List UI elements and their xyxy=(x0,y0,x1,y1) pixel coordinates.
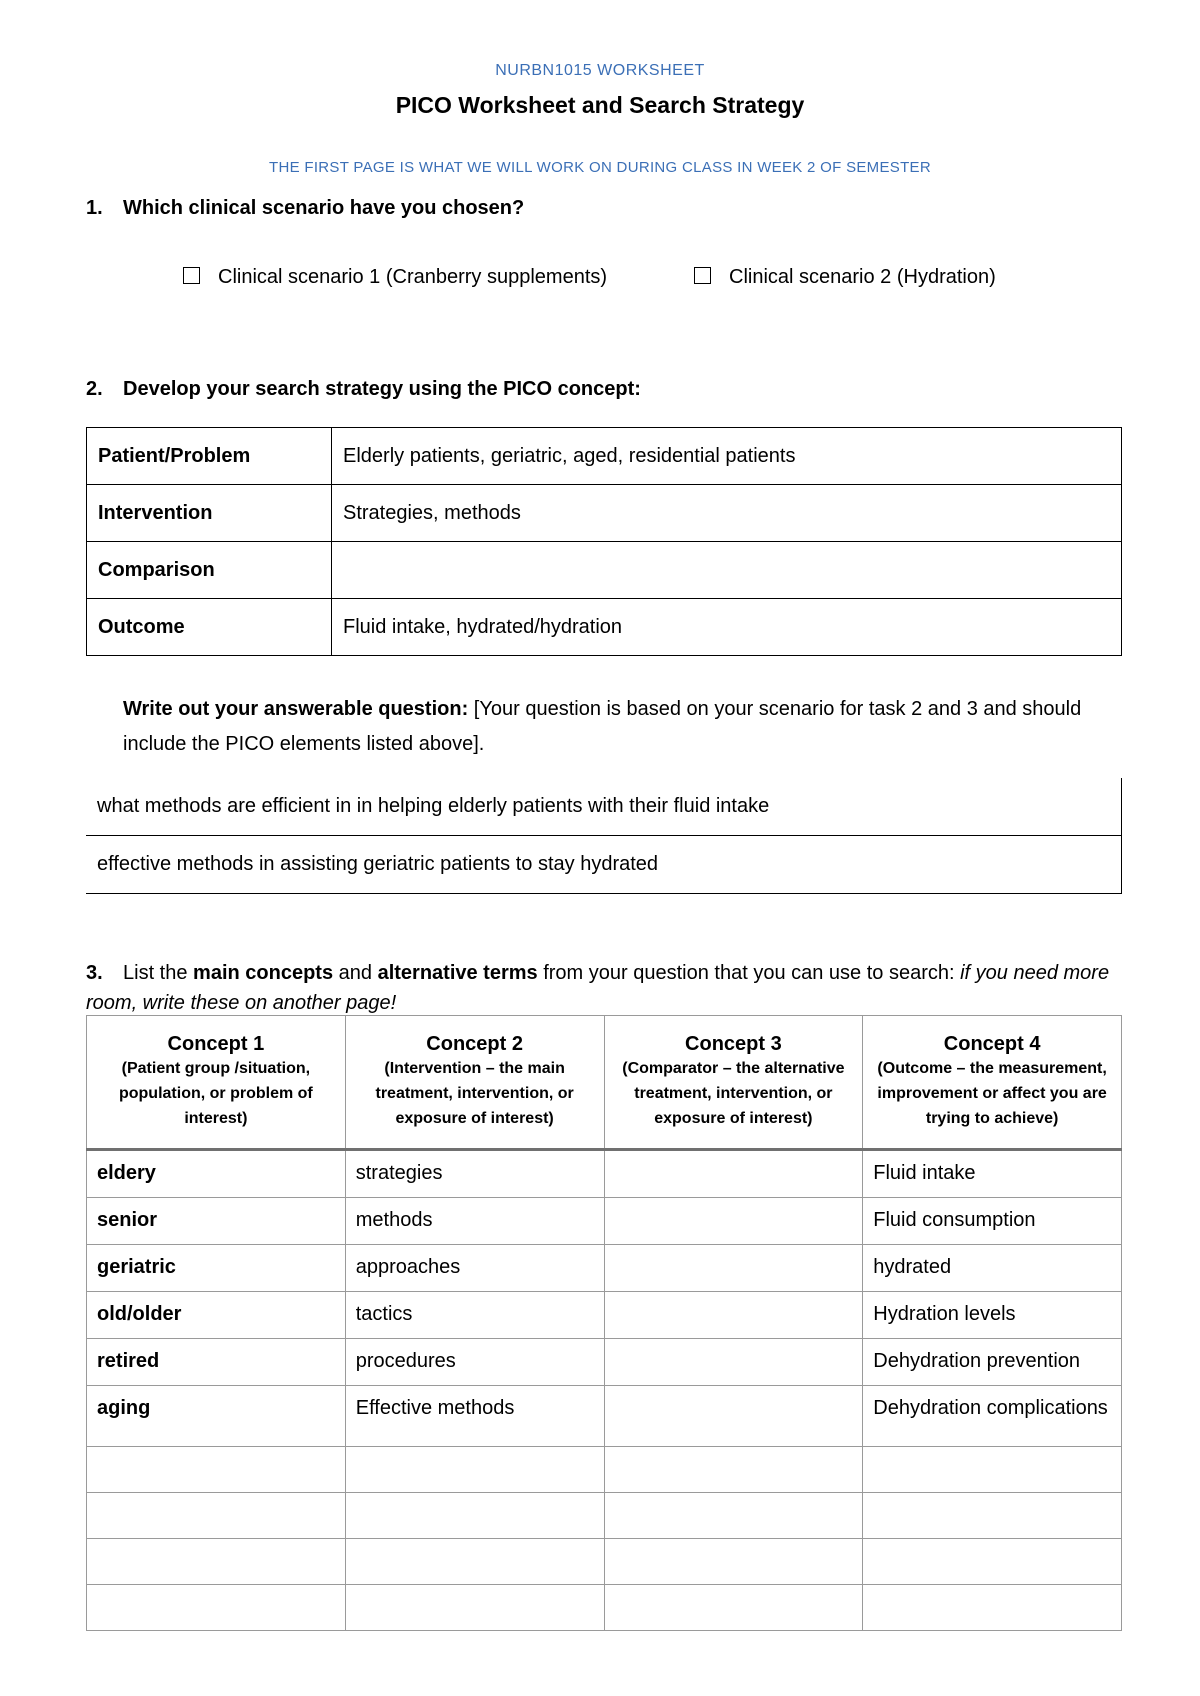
pico-value[interactable] xyxy=(332,542,1122,599)
concept-cell[interactable] xyxy=(604,1150,863,1198)
answerable-question-hint: [Your question is based on your scenario for task 2 and 3 and should include the PICO elements listed above]. xyxy=(123,698,1082,755)
concept-1-header xyxy=(87,1016,346,1150)
concept-header-title: Concept 3 xyxy=(685,1033,782,1055)
concept-row-empty xyxy=(87,1539,1122,1585)
concept-cell-empty[interactable] xyxy=(604,1539,863,1585)
concept-cell-empty[interactable] xyxy=(345,1493,604,1539)
pico-value[interactable]: Fluid intake, hydrated/hydration xyxy=(332,599,1122,656)
concept-row-empty xyxy=(87,1493,1122,1539)
concept-cell[interactable]: Hydration levels xyxy=(863,1292,1122,1339)
concept-2-header xyxy=(345,1016,604,1150)
concept-cell-empty[interactable] xyxy=(87,1539,346,1585)
pico-label: Outcome xyxy=(87,599,332,656)
concept-row xyxy=(87,1198,1122,1245)
concept-row xyxy=(87,1150,1122,1198)
question-1-text: Which clinical scenario have you chosen? xyxy=(123,197,525,219)
concept-cell[interactable]: approaches xyxy=(345,1245,604,1292)
pico-row-intervention xyxy=(87,485,1122,542)
concept-header-desc: (Outcome – the measurement, improvement or affect you are trying to achieve) xyxy=(877,1060,1107,1127)
concept-cell[interactable] xyxy=(604,1292,863,1339)
concept-cell-empty[interactable] xyxy=(87,1585,346,1631)
concept-cell[interactable]: Effective methods xyxy=(345,1386,604,1447)
concept-header-desc: (Patient group /situation, population, or problem of interest) xyxy=(118,1060,313,1127)
concept-header-title: Concept 1 xyxy=(167,1033,265,1055)
concepts-header-row xyxy=(87,1016,1122,1150)
pico-label: Patient/Problem xyxy=(87,428,332,485)
answerable-question-table xyxy=(86,778,1122,894)
page-subtitle: THE FIRST PAGE IS WHAT WE WILL WORK ON DURING CLASS IN WEEK 2 OF SEMESTER xyxy=(269,159,931,176)
concept-cell[interactable]: procedures xyxy=(345,1339,604,1386)
concept-row xyxy=(87,1245,1122,1292)
concept-cell[interactable] xyxy=(604,1339,863,1386)
concept-row-empty xyxy=(87,1447,1122,1493)
concept-cell-empty[interactable] xyxy=(345,1585,604,1631)
question-3-number: 3. xyxy=(86,962,103,984)
concept-cell-empty[interactable] xyxy=(604,1493,863,1539)
concept-row-empty xyxy=(87,1585,1122,1631)
answerable-question-prompt xyxy=(123,692,1113,762)
pico-value[interactable]: Strategies, methods xyxy=(332,485,1122,542)
concept-cell[interactable]: Dehydration complications xyxy=(863,1386,1122,1447)
concept-header-desc: (Intervention – the main treatment, intervention, or exposure of interest) xyxy=(375,1060,574,1127)
concept-cell[interactable]: Fluid intake xyxy=(863,1150,1122,1198)
pico-label: Intervention xyxy=(87,485,332,542)
pico-table xyxy=(86,427,1122,656)
concept-cell[interactable] xyxy=(604,1386,863,1447)
concept-cell-empty[interactable] xyxy=(87,1447,346,1493)
question-1-number: 1. xyxy=(86,197,103,219)
course-code: NURBN1015 WORKSHEET xyxy=(495,62,705,79)
concept-cell[interactable]: aging xyxy=(87,1386,346,1447)
concept-cell-empty[interactable] xyxy=(345,1539,604,1585)
pico-row-comparison xyxy=(87,542,1122,599)
concept-cell[interactable]: Fluid consumption xyxy=(863,1198,1122,1245)
question-1 xyxy=(86,197,524,220)
concept-cell-empty[interactable] xyxy=(863,1539,1122,1585)
pico-value[interactable]: Elderly patients, geriatric, aged, residential patients xyxy=(332,428,1122,485)
concept-header-title: Concept 4 xyxy=(943,1033,1041,1055)
question-3-text-c: from your question that you can use to search: xyxy=(537,962,961,984)
pico-row-patient xyxy=(87,428,1122,485)
concept-cell-empty[interactable] xyxy=(863,1585,1122,1631)
concept-cell-empty[interactable] xyxy=(604,1585,863,1631)
scenario-1-checkbox[interactable] xyxy=(183,267,200,284)
scenario-2-label: Clinical scenario 2 (Hydration) xyxy=(729,266,996,288)
concept-cell[interactable]: eldery xyxy=(87,1150,346,1198)
concept-cell[interactable]: methods xyxy=(345,1198,604,1245)
concept-row xyxy=(87,1292,1122,1339)
concept-cell[interactable]: senior xyxy=(87,1198,346,1245)
concept-row xyxy=(87,1386,1122,1447)
pico-row-outcome xyxy=(87,599,1122,656)
concept-cell-empty[interactable] xyxy=(863,1493,1122,1539)
concept-cell-empty[interactable] xyxy=(863,1447,1122,1493)
pico-label: Comparison xyxy=(87,542,332,599)
concept-cell[interactable]: hydrated xyxy=(863,1245,1122,1292)
answer-text[interactable]: what methods are efficient in in helping elderly patients with their fluid intake xyxy=(86,778,1122,836)
concept-cell[interactable]: tactics xyxy=(345,1292,604,1339)
scenario-2-checkbox[interactable] xyxy=(694,267,711,284)
concepts-table xyxy=(86,1015,1122,1631)
concept-3-header xyxy=(604,1016,863,1150)
concept-cell-empty[interactable] xyxy=(87,1493,346,1539)
question-2-number: 2. xyxy=(86,378,103,400)
concept-header-title: Concept 2 xyxy=(426,1033,523,1055)
question-3 xyxy=(86,958,1116,1018)
answer-text[interactable]: effective methods in assisting geriatric patients to stay hydrated xyxy=(86,836,1122,894)
page-title: PICO Worksheet and Search Strategy xyxy=(395,92,805,118)
answer-row xyxy=(86,836,1122,894)
answer-row xyxy=(86,778,1122,836)
question-2-text: Develop your search strategy using the PICO concept: xyxy=(123,378,641,400)
question-3-text-b: and xyxy=(333,962,378,984)
answerable-question-label: Write out your answerable question: xyxy=(123,698,469,720)
concept-cell[interactable]: geriatric xyxy=(87,1245,346,1292)
concept-cell[interactable]: strategies xyxy=(345,1150,604,1198)
concept-cell-empty[interactable] xyxy=(345,1447,604,1493)
concept-cell[interactable] xyxy=(604,1245,863,1292)
question-3-note: if you need more room, write these on another page! xyxy=(86,962,1110,1014)
concept-cell[interactable]: old/older xyxy=(87,1292,346,1339)
question-3-bold-a: main concepts xyxy=(193,962,334,984)
concept-cell[interactable] xyxy=(604,1198,863,1245)
concept-cell[interactable]: Dehydration prevention xyxy=(863,1339,1122,1386)
question-3-bold-b: alternative terms xyxy=(377,962,538,984)
question-2 xyxy=(86,378,641,401)
scenario-1-label: Clinical scenario 1 (Cranberry supplements) xyxy=(218,266,608,288)
scenario-option-1[interactable] xyxy=(183,266,607,289)
concept-header-desc: (Comparator – the alternative treatment, intervention, or exposure of interest) xyxy=(622,1060,845,1127)
concept-cell[interactable]: retired xyxy=(87,1339,346,1386)
concept-row xyxy=(87,1339,1122,1386)
scenario-option-2[interactable] xyxy=(694,266,996,289)
concept-cell-empty[interactable] xyxy=(604,1447,863,1493)
concept-4-header xyxy=(863,1016,1122,1150)
question-3-text-a: List the xyxy=(123,962,194,984)
